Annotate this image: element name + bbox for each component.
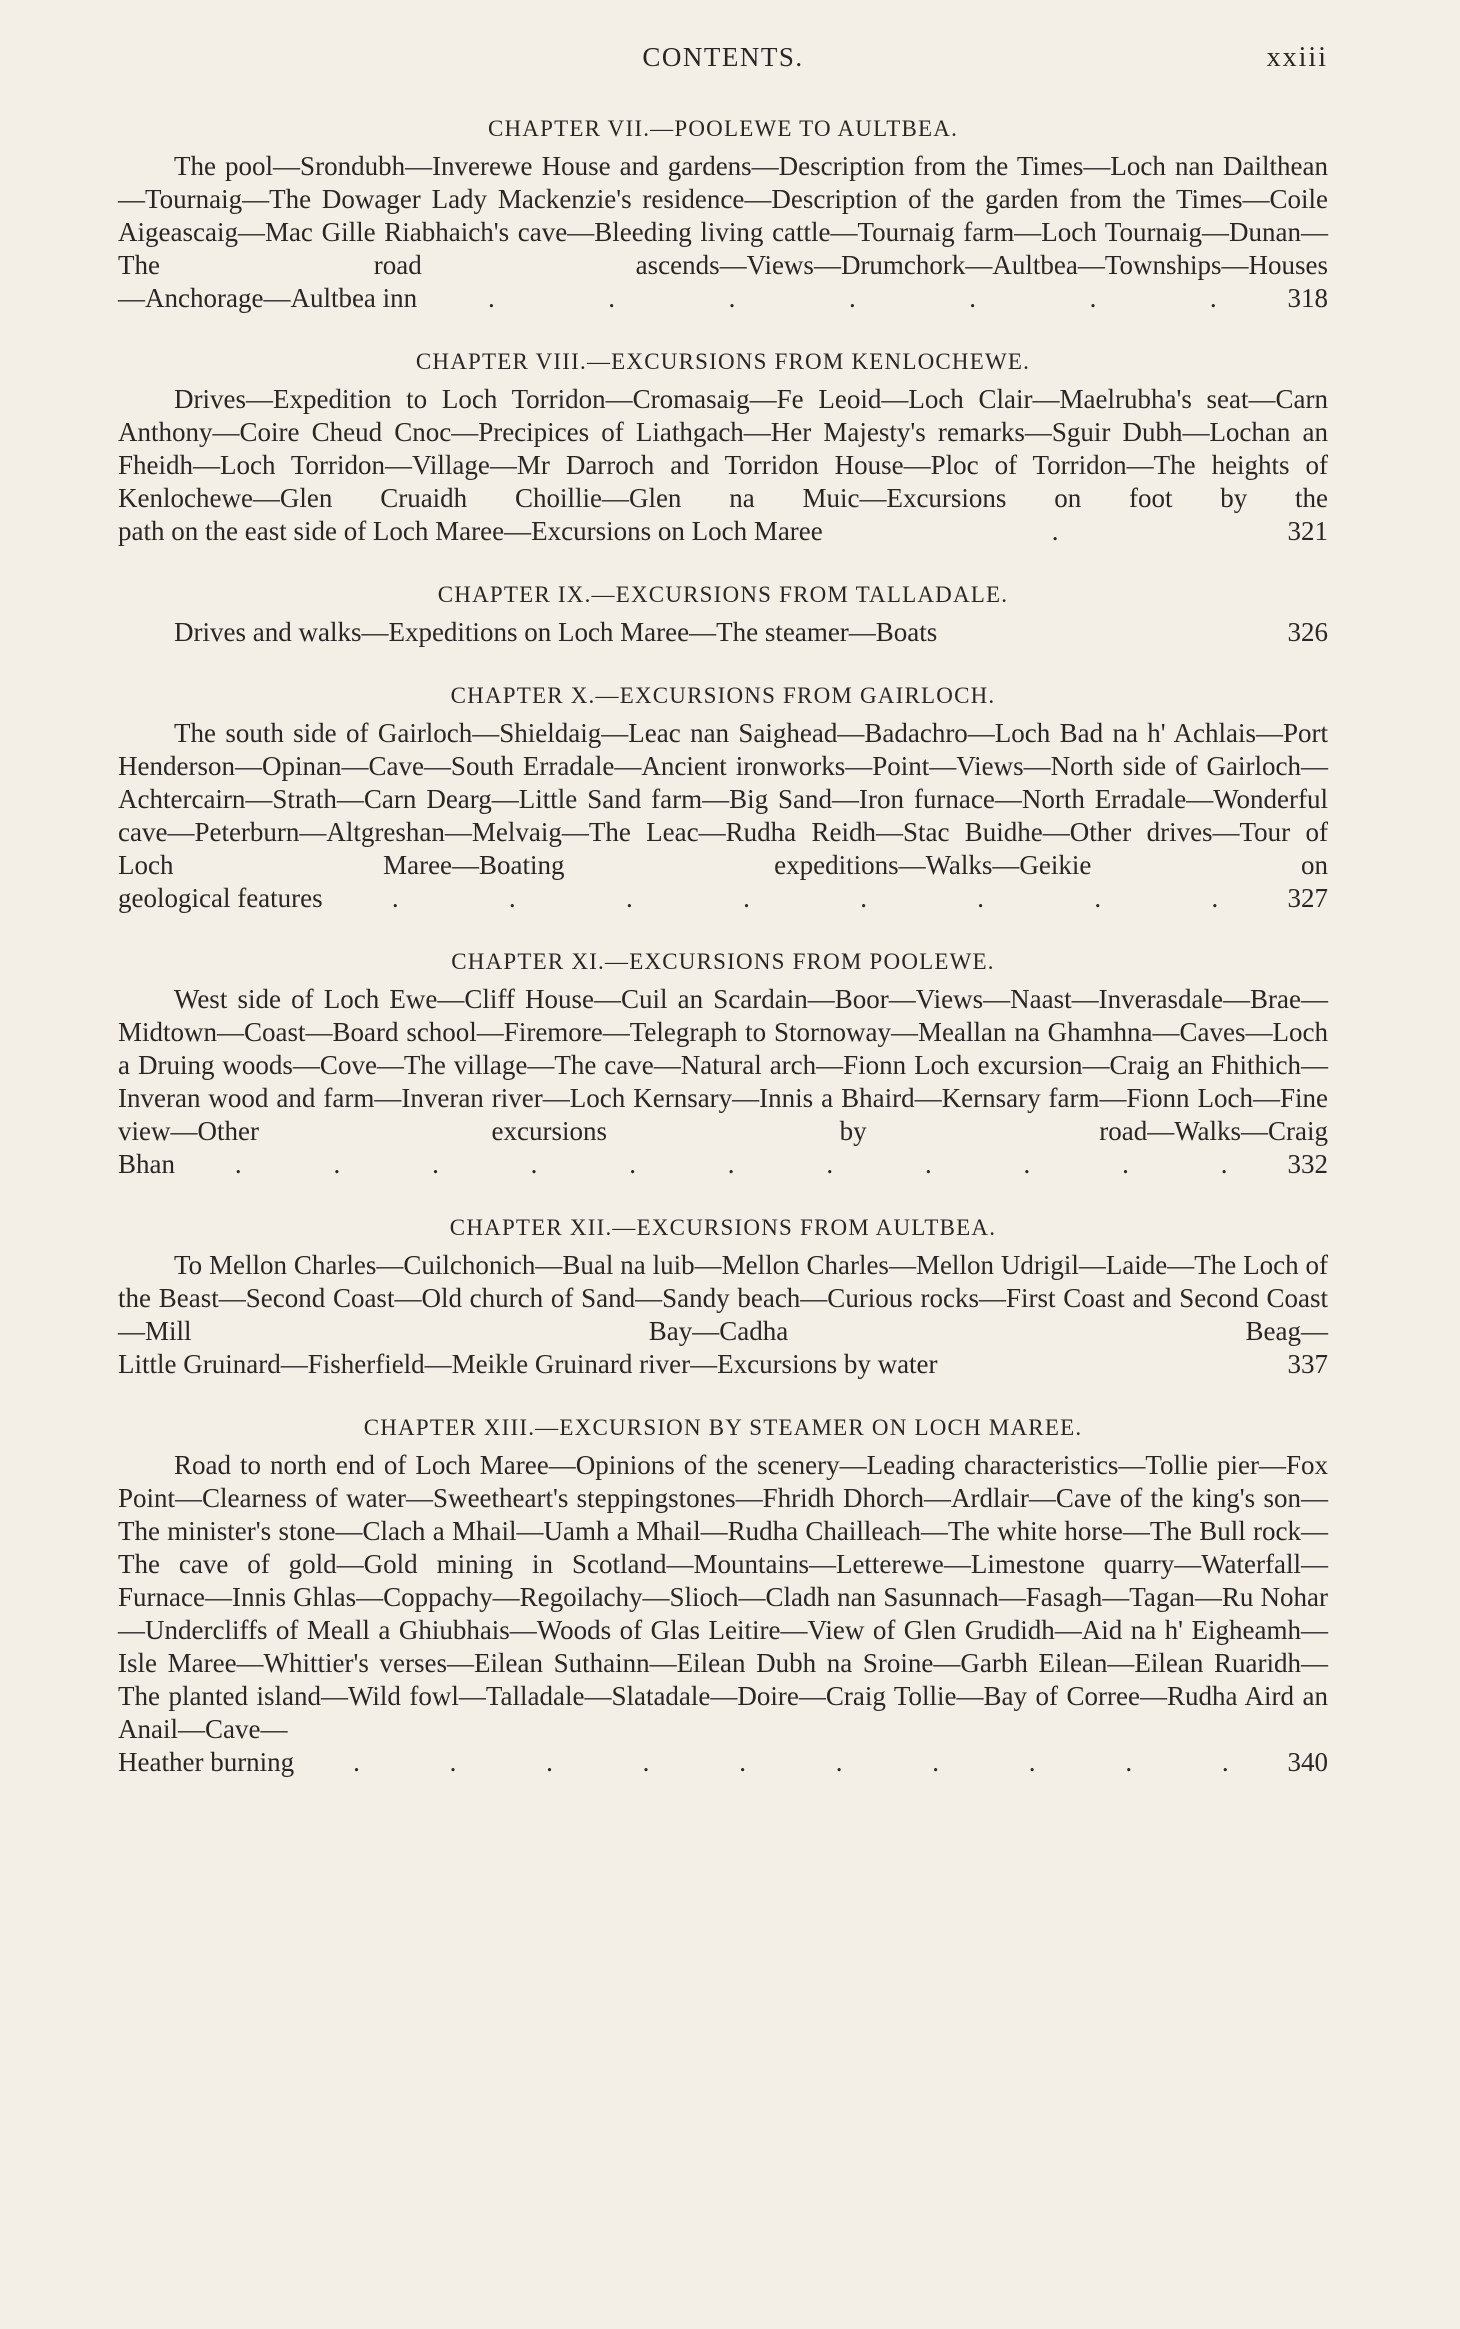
chapter-summary-end: path on the east side of Loch Maree—Excursions on Loch Maree: [118, 516, 823, 546]
chapter-heading: CHAPTER XI.—EXCURSIONS FROM POOLEWE.: [451, 949, 995, 974]
chapter-page-number: 321: [1287, 516, 1328, 546]
chapter-summary: [118, 1449, 1328, 1779]
chapter-heading: CHAPTER VII.—POOLEWE TO AULTBEA.: [487, 116, 959, 141]
chapter-heading: CHAPTER X.—EXCURSIONS FROM GAIRLOCH.: [450, 683, 996, 708]
chapter-summary-end: Bhan: [118, 1149, 175, 1179]
leader-dots: . . . . . . . . . . .: [234, 1149, 1228, 1179]
chapter-list: [118, 116, 1328, 1779]
chapter-page-number: 332: [1287, 1149, 1328, 1179]
chapter-summary-text: West side of Loch Ewe—Cliff House—Cuil an Scardain—Boor—Views—Naast—Inverasdale—Brae—Midtown—Coast—Board school—Firemore—Telegraph to Stornoway—Meallan na Ghamhna—Caves—Loch a Druing woods—Cove—The village—The cave—Natural arch—Fionn Loch excursion—Craig an Fhithich—Inveran wood and farm—Inveran river—Loch Kernsary—Innis a Bhaird—Kernsary farm—Fionn Loch—Fine view—Other excursions by road—Walks—Craig: [118, 984, 1328, 1146]
chapter-summary: [118, 616, 1328, 649]
chapter-summary: [118, 1249, 1328, 1381]
chapter-summary-text: Drives—Expedition to Loch Torridon—Cromasaig—Fe Leoid—Loch Clair—Maelrubha's seat—Carn Anthony—Coire Cheud Cnoc—Precipices of Liathgach—Her Majesty's remarks—Sguir Dubh—Lochan an Fheidh—Loch Torridon—Village—Mr Darroch and Torridon House—Ploc of Torridon—The heights of Kenlochewe—Glen Cruaidh Choillie—Glen na Muic—Excursions on foot by the: [118, 384, 1328, 513]
chapter-page-number: 318: [1287, 283, 1328, 313]
chapter-summary-end: Little Gruinard—Fisherfield—Meikle Gruinard river—Excursions by water: [118, 1349, 938, 1379]
chapter-summary-end: Drives and walks—Expeditions on Loch Maree—The steamer—Boats: [174, 617, 938, 647]
contents-page: [118, 38, 1328, 1779]
chapter-entry: [118, 1415, 1328, 1779]
chapter-page-number: 326: [1287, 617, 1328, 647]
chapter-page-number: 340: [1287, 1747, 1328, 1777]
page-header: [118, 38, 1328, 78]
chapter-last-line: [118, 616, 1328, 649]
leader-dots: . . . . . . .: [487, 283, 1217, 313]
chapter-entry: [118, 116, 1328, 315]
chapter-summary-text: The south side of Gairloch—Shieldaig—Leac nan Saighead—Badachro—Loch Bad na h' Achlais—Port Henderson—Opinan—Cave—South Erradale—Ancient ironworks—Point—Views—North side of Gairloch—Achtercairn—Strath—Carn Dearg—Little Sand farm—Big Sand—Iron furnace—North Erradale—Wonderful cave—Peterburn—Altgreshan—Melvaig—The Leac—Rudha Reidh—Stac Buidhe—Other drives—Tour of Loch Maree—Boating expeditions—Walks—Geikie on: [118, 718, 1328, 880]
chapter-entry: [118, 349, 1328, 548]
chapter-summary-text: To Mellon Charles—Cuilchonich—Bual na luib—Mellon Charles—Mellon Udrigil—Laide—The Loch of the Beast—Second Coast—Old church of Sand—Sandy beach—Curious rocks—First Coast and Second Coast—Mill Bay—Cadha Beag—: [118, 1250, 1328, 1346]
leader-dots: . . . . . . . . . .: [353, 1747, 1229, 1777]
chapter-summary: [118, 383, 1328, 548]
chapter-heading: CHAPTER VIII.—EXCURSIONS FROM KENLOCHEWE.: [415, 349, 1031, 374]
chapter-last-line: [118, 1746, 1328, 1779]
chapter-page-number: 327: [1287, 883, 1328, 913]
chapter-summary-end: —Anchorage—Aultbea inn: [118, 283, 418, 313]
chapter-last-line: [118, 1348, 1328, 1381]
chapter-summary-end: Heather burning: [118, 1747, 295, 1777]
chapter-summary: [118, 717, 1328, 915]
chapter-heading: CHAPTER XIII.—EXCURSION BY STEAMER ON LOCH MAREE.: [363, 1415, 1083, 1440]
chapter-summary: [118, 150, 1328, 315]
running-title: CONTENTS.: [642, 42, 804, 72]
chapter-page-number: 337: [1287, 1349, 1328, 1379]
chapter-last-line: [118, 282, 1328, 315]
chapter-summary-text: The pool—Srondubh—Inverewe House and gardens—Description from the Times—Loch nan Dailthean—Tournaig—The Dowager Lady Mackenzie's residence—Description of the garden from the Times—Coile Aigeascaig—Mac Gille Riabhaich's cave—Bleeding living cattle—Tournaig farm—Loch Tournaig—Dunan—The road ascends—Views—Drumchork—Aultbea—Townships—Houses: [118, 151, 1328, 280]
chapter-entry: [118, 683, 1328, 915]
chapter-last-line: [118, 882, 1328, 915]
chapter-entry: [118, 1215, 1328, 1381]
leader-dots: [937, 616, 1287, 649]
chapter-entry: [118, 949, 1328, 1181]
chapter-heading: CHAPTER XII.—EXCURSIONS FROM AULTBEA.: [449, 1215, 997, 1240]
chapter-heading: CHAPTER IX.—EXCURSIONS FROM TALLADALE.: [437, 582, 1009, 607]
chapter-entry: [118, 582, 1328, 649]
chapter-last-line: [118, 515, 1328, 548]
chapter-summary-text: Road to north end of Loch Maree—Opinions of the scenery—Leading characteristics—Tollie pier—Fox Point—Clearness of water—Sweetheart's steppingstones—Fhridh Dhorch—Ardlair—Cave of the king's son—The minister's stone—Clach a Mhail—Uamh a Mhail—Rudha Chailleach—The white horse—The Bull rock—The cave of gold—Gold mining in Scotland—Mountains—Letterewe—Limestone quarry—Waterfall—Furnace—Innis Ghlas—Coppachy—Regoilachy—Slioch—Cladh nan Sasunnach—Fasagh—Tagan—Ru Nohar—Undercliffs of Meall a Ghiubhais—Woods of Glas Leitire—View of Glen Grudidh—Aid na h' Eigheamh—Isle Maree—Whittier's verses—Eilean Suthainn—Eilean Dubh na Sroine—Garbh Eilean—Eilean Ruaridh—The planted island—Wild fowl—Talladale—Slatadale—Doire—Craig Tollie—Bay of Corree—Rudha Aird an Anail—Cave—: [118, 1450, 1328, 1744]
leader-dots: . . . . . . . .: [391, 883, 1219, 913]
leader-dots: .: [1051, 516, 1059, 546]
chapter-summary: [118, 983, 1328, 1181]
chapter-last-line: [118, 1148, 1328, 1181]
page-number: xxiii: [1266, 42, 1328, 73]
chapter-summary-end: geological features: [118, 883, 323, 913]
leader-dots: [938, 1348, 1288, 1381]
